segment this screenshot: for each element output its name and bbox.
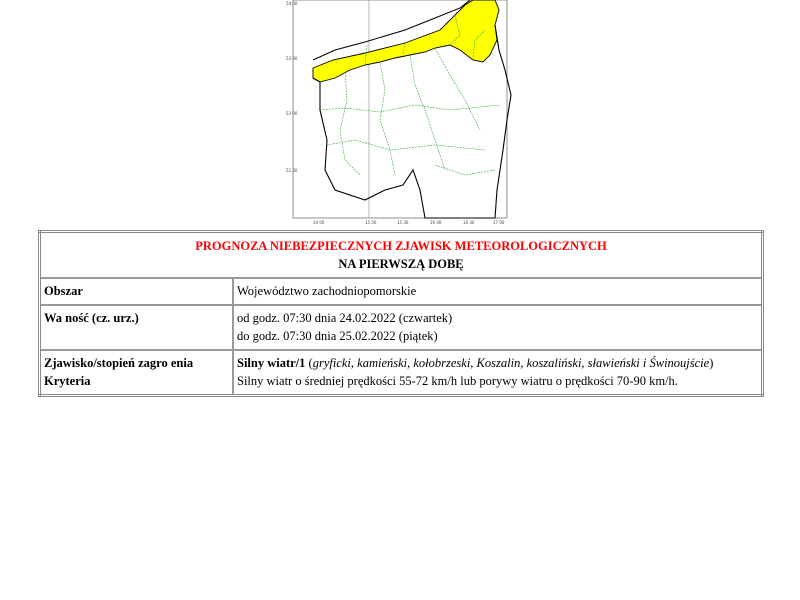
lon-tick: 14 00	[313, 220, 325, 225]
phenomenon-label: Zjawisko/stopień zagro enia	[44, 356, 194, 370]
phenomenon-name: Silny wiatr/1	[237, 356, 306, 370]
lon-tick-labels	[313, 220, 505, 225]
criteria-label: Kryteria	[44, 374, 91, 388]
warning-subtitle: NA PIERWSZĄ DOBĘ	[338, 257, 464, 271]
lon-tick: 15 30	[397, 220, 409, 225]
warning-table	[38, 230, 764, 397]
validity-value	[233, 305, 763, 350]
lat-tick: 52 30	[286, 168, 298, 173]
area-row	[40, 278, 763, 305]
warning-title: PROGNOZA NIEBEZPIECZNYCH ZJAWISK METEOROLOGICZNYCH	[195, 239, 607, 253]
paren-close: )	[709, 356, 714, 370]
lon-tick: 17 00	[493, 220, 505, 225]
criteria-text: Silny wiatr o średniej prędkości 55-72 km/h lub porywy wiatru o prędkości 70-90 km/h.	[237, 374, 678, 388]
lon-tick: 16 30	[463, 220, 475, 225]
area-value: Województwo zachodniopomorskie	[233, 278, 763, 305]
phenomenon-value	[233, 350, 763, 396]
lat-tick: 53 00	[286, 111, 298, 116]
area-label: Obszar	[40, 278, 234, 305]
validity-label: Wa ność (cz. urz.)	[40, 305, 234, 350]
phenomenon-label-cell	[40, 350, 234, 396]
affected-areas: gryficki, kamieński, kołobrzeski, Koszalin, koszaliński, sławieński i Świnoujście	[312, 356, 710, 370]
phenomenon-row	[40, 350, 763, 396]
validity-row	[40, 305, 763, 350]
paren-open: (	[305, 356, 313, 370]
warning-map	[285, 0, 515, 225]
validity-to: do godz. 07:30 dnia 25.02.2022 (piątek)	[237, 329, 438, 343]
lon-tick: 16 00	[430, 220, 442, 225]
phenomenon-line	[237, 354, 758, 372]
voivodeship-map-svg	[285, 0, 515, 225]
lon-tick: 15 00	[365, 220, 377, 225]
header-row	[40, 232, 763, 279]
lat-tick: 53 30	[286, 56, 298, 61]
validity-from: od godz. 07:30 dnia 24.02.2022 (czwartek)	[237, 311, 453, 325]
table-header	[40, 232, 763, 279]
lat-tick: 54 00	[286, 1, 298, 6]
